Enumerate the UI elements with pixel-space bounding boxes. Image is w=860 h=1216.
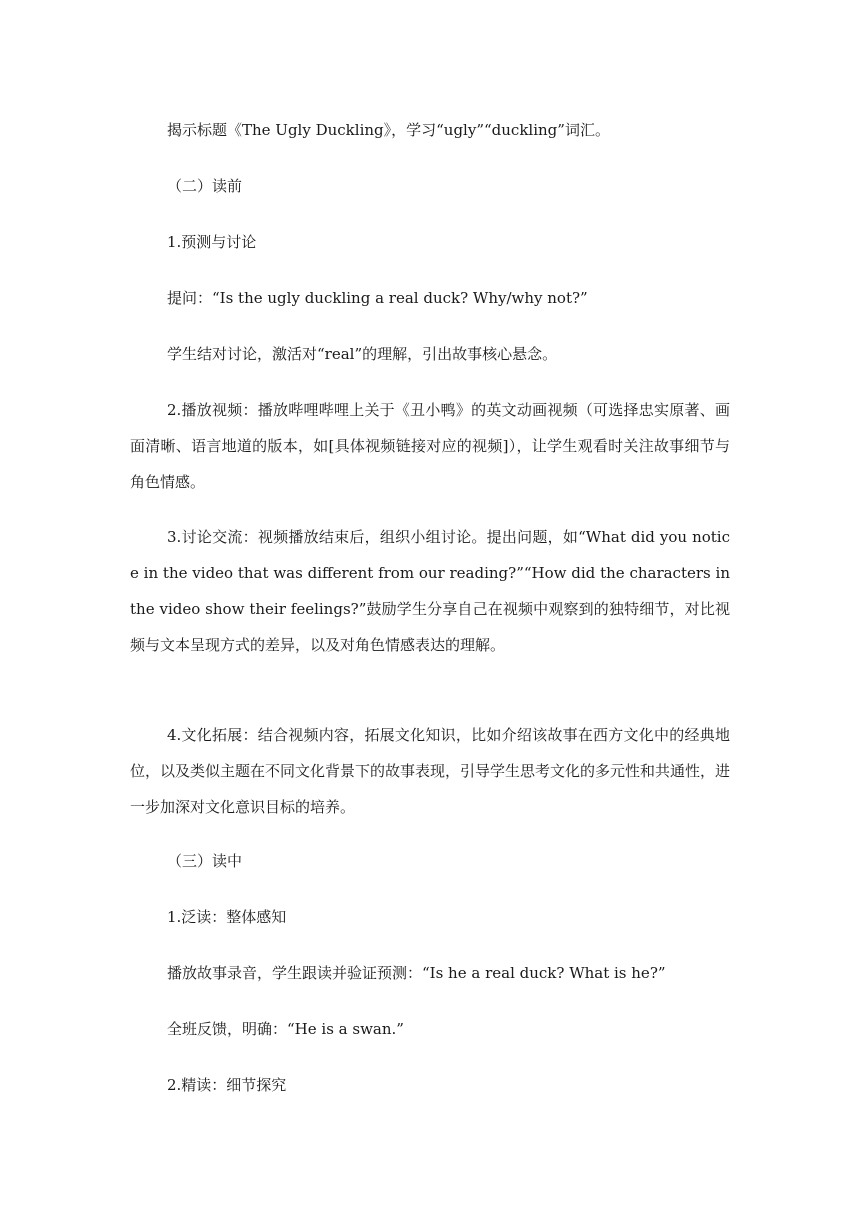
paragraph-class-feedback: 全班反馈，明确：“He is a swan.”: [167, 1020, 404, 1038]
subheading-intensive-reading: 2.精读：细节探究: [167, 1076, 287, 1094]
paragraph-play-video: 2.播放视频：播放哔哩哔哩上关于《丑小鸭》的英文动画视频（可选择忠实原著、画面清晰、语言地道的版本，如[具体视频链接对应的视频]），让学生观看时关注故事细节与角色情感。: [130, 401, 730, 491]
paragraph-discussion-exchange: 3.讨论交流：视频播放结束后，组织小组讨论。提出问题，如“What did you notice in the video that was different from our reading?”“How did the characters in the video show their feelings?”鼓励学生分享自己在视频中观察到的独特细节，对比视频与文本呈现方式的差异，以及对角色情感表达的理解。: [130, 528, 730, 654]
paragraph-title-reveal: 揭示标题《The Ugly Duckling》，学习“ugly”“duckling”词汇。: [167, 121, 610, 139]
section-heading-pre-reading: （二）读前: [167, 177, 243, 195]
paragraph-question: 提问：“Is the ugly duckling a real duck? Why/why not?”: [167, 289, 588, 307]
paragraph-listen-verify: 播放故事录音，学生跟读并验证预测：“Is he a real duck? What is he?”: [167, 964, 666, 982]
paragraph-culture-extension: 4.文化拓展：结合视频内容，拓展文化知识，比如介绍该故事在西方文化中的经典地位，以及类似主题在不同文化背景下的故事表现，引导学生思考文化的多元性和共通性，进一步加深对文化意识目标的培养。: [130, 726, 731, 816]
paragraph-pair-discussion: 学生结对讨论，激活对“real”的理解，引出故事核心悬念。: [167, 345, 558, 363]
subheading-extensive-reading: 1.泛读：整体感知: [167, 908, 287, 926]
section-heading-while-reading: （三）读中: [167, 852, 243, 870]
subheading-prediction: 1.预测与讨论: [167, 233, 257, 251]
